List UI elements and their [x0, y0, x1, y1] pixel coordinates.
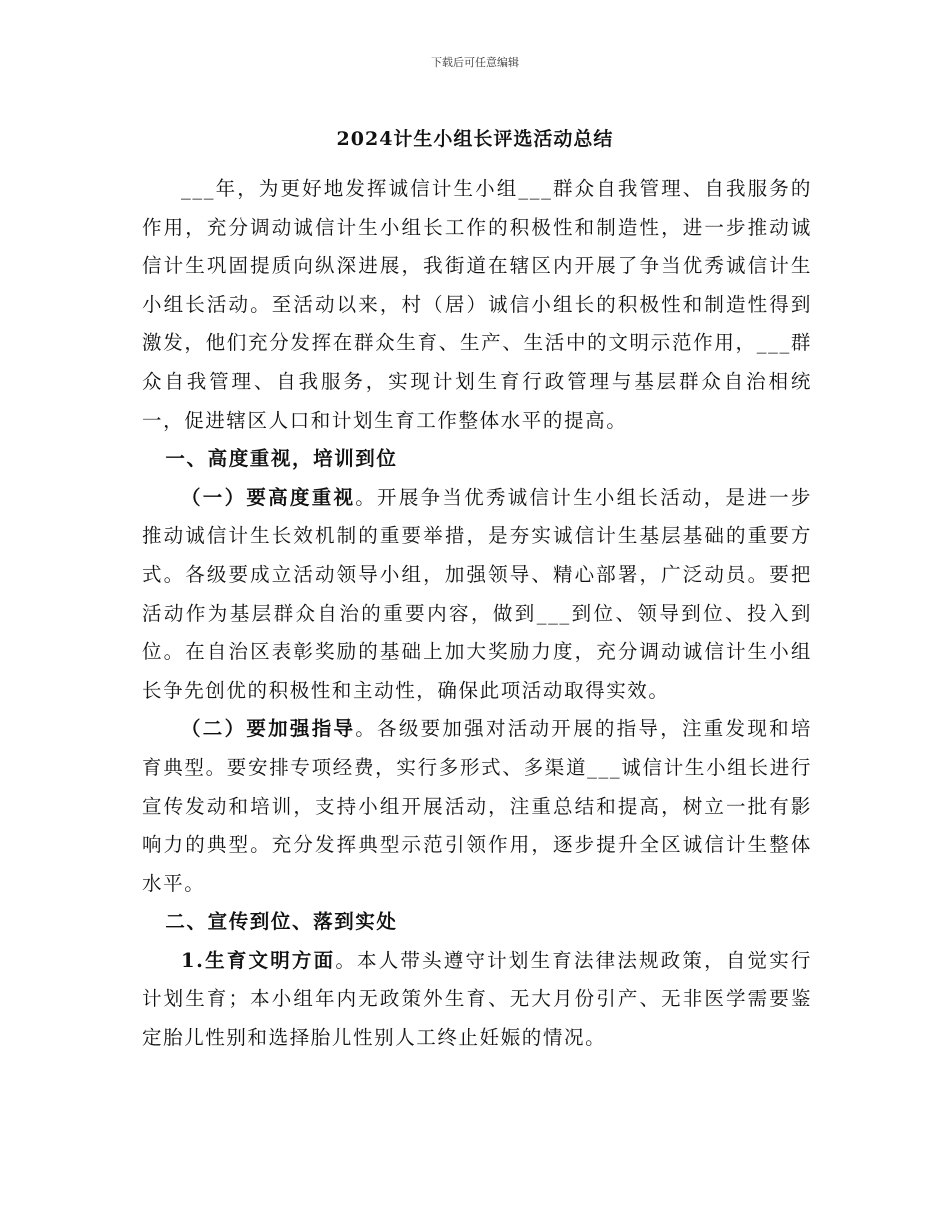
paragraph-text: 。本人带头遵守计划生育法律法规政策，自觉实行计划生育；本小组年内无政策外生育、无大月份引产、无非医学需要鉴定胎儿性别和选择胎儿性别人工终止妊娠的情况。: [142, 948, 812, 1050]
document-body: [142, 170, 812, 1058]
section-heading-1: 一、高度重视，培训到位: [165, 447, 398, 471]
paragraph-lead: 1.生育文明方面: [181, 948, 336, 972]
paragraph-lead: （一）要高度重视: [181, 485, 356, 509]
intro-paragraph: ___年，为更好地发挥诚信计生小组___群众自我管理、自我服务的作用，充分调动诚信计生小组长工作的积极性和制造性，进一步推动诚信计生巩固提质向纵深进展，我街道在辖区内开展了争当优秀诚信计生小组长活动。至活动以来，村（居）诚信小组长的积极性和制造性得到激发，他们充分发挥在群众生育、生产、生活中的文明示范作用，___群众自我管理、自我服务，实现计划生育行政管理与基层群众自治相统一，促进辖区人口和计划生育工作整体水平的提高。: [142, 177, 812, 432]
header-note: 下载后可任意编辑: [431, 56, 519, 69]
paragraph-1-2: [142, 710, 812, 903]
section-heading-2: 二、宣传到位、落到实处: [165, 910, 398, 934]
paragraph-text: 。各级要加强对活动开展的指导，注重发现和培育典型。要安排专项经费，实行多形式、多渠道___诚信计生小组长进行宣传发动和培训，支持小组开展活动，注重总结和提高，树立一批有影响力的典型。充分发挥典型示范引领作用，逐步提升全区诚信计生整体水平。: [142, 717, 812, 895]
paragraph-lead: （二）要加强指导: [181, 717, 356, 741]
paragraph-2-1: [142, 942, 812, 1058]
paragraph-1-1: [142, 479, 812, 711]
paragraph-text: 。开展争当优秀诚信计生小组长活动，是进一步推动诚信计生长效机制的重要举措，是夯实诚信计生基层基础的重要方式。各级要成立活动领导小组，加强领导、精心部署，广泛动员。要把活动作为基层群众自治的重要内容，做到___到位、领导到位、投入到位。在自治区表彰奖励的基础上加大奖励力度，充分调动诚信计生小组长争先创优的积极性和主动性，确保此项活动取得实效。: [142, 485, 812, 702]
page-title: 2024计生小组长评选活动总结: [336, 128, 614, 150]
